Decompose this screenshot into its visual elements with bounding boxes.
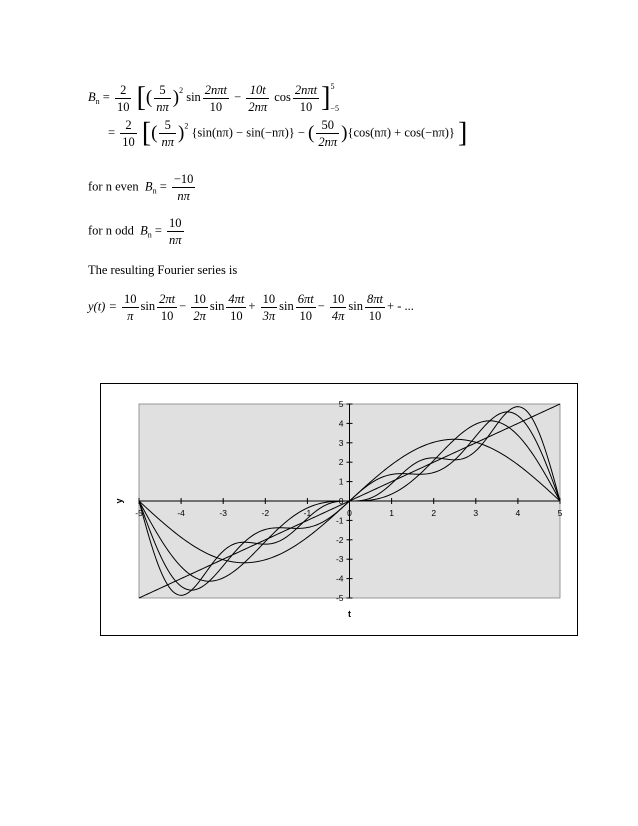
cos-arg-fraction: $\frac{\text{2nπt}}{10}$ [294, 82, 318, 114]
series-term-3: $\frac{10}{3\pi}$ sin $\frac{6\pi t}{10}$ − [262, 292, 325, 323]
x-tick-label: 3 [473, 508, 479, 518]
even-case: for n even $B_n$ = $\frac{-10}{n\pi}$ [88, 172, 194, 203]
x-tick-label: 2 [431, 508, 437, 518]
limits: 5 −5 [330, 82, 340, 113]
even-label: for n even [88, 179, 139, 194]
y-tick-label: 2 [338, 457, 344, 468]
odd-fraction: $\frac{10}{n\pi}$ [169, 216, 182, 247]
y-tick-label: -1 [335, 515, 344, 526]
x-tick-label: 0 [347, 508, 352, 518]
coef-fraction: $\frac{2}{10}$ [116, 82, 130, 114]
series-intro-text: The resulting Fourier series is [88, 263, 238, 277]
odd-label: for n odd [88, 223, 134, 238]
y-tick-label: 0 [338, 496, 344, 506]
x-tick-label: -3 [219, 508, 227, 518]
bn-equation-line2: = $\frac{2}{10}$ [( $\frac{5}{n\pi}$ )$^2$ {sin(nπ) − sin(−nπ)} − ( $\frac{50}{2n\pi}$ ){cos(nπ) + cos(−nπ)} ] [108, 117, 468, 149]
sin-part: {sin(nπ) − sin(−nπ)} − [191, 125, 305, 140]
term2-fraction-2: $\frac{50}{2n\pi}$ [318, 118, 338, 149]
series-term-4: $\frac{10}{4\pi}$ sin $\frac{8\pi t}{10}$ + - ... [331, 292, 414, 323]
fourier-partial-sums-chart [101, 384, 577, 635]
sin-arg-fraction: $\frac{\text{2nπt}}{10}$ [204, 82, 228, 114]
series-term-1: $\frac{10}{\pi}$ sin $\frac{2\pi t}{10}$ − [124, 292, 187, 323]
x-tick-label: 5 [557, 508, 563, 518]
inner-fraction: $\frac{5}{n\pi}$ [156, 82, 169, 114]
x-tick-label: -4 [177, 508, 185, 518]
y-tick-label: -3 [335, 554, 344, 565]
series-lhs: y(t) = [88, 299, 117, 314]
y-tick-label: 4 [338, 418, 344, 429]
chart-frame [100, 383, 578, 636]
fourier-series-equation [88, 292, 414, 323]
x-tick-label: -2 [261, 508, 270, 518]
x-axis-title: t [348, 609, 351, 619]
x-tick-label: -5 [135, 508, 143, 518]
x-tick-label: 1 [389, 508, 394, 518]
bn-subscript: n [95, 96, 100, 106]
bn-equation-line1: $B_n$ = $\frac{2}{10}$ [( $\frac{5}{n\pi}$ )$^2$ sin $\frac{\text{2nπt}}{10}$ − $\frac{10t}{2n\pi}$ cos $\frac{\text{2nπt}}{10}$ ] 5 −5 [88, 76, 339, 120]
bn-symbol: B [88, 89, 96, 104]
y-tick-label: -4 [335, 573, 344, 584]
series-term-2: $\frac{10}{2\pi}$ sin $\frac{4\pi t}{10}$ + [193, 292, 256, 323]
y-tick-label: 1 [338, 476, 344, 487]
term2-fraction: $\frac{10t}{2n\pi}$ [248, 82, 268, 114]
y-tick-label: 5 [338, 399, 344, 409]
y-tick-label: -5 [335, 593, 344, 603]
y-tick-label: -2 [335, 534, 344, 545]
inner-fraction-2: $\frac{5}{n\pi}$ [161, 118, 174, 149]
coef-fraction-2: $\frac{2}{10}$ [122, 118, 135, 149]
even-fraction: $\frac{-10}{n\pi}$ [173, 172, 194, 203]
y-axis-title: y [114, 498, 124, 504]
y-tick-label: 3 [338, 437, 344, 448]
cos-part: {cos(nπ) + cos(−nπ)} [347, 125, 455, 140]
odd-case: for n odd $B_n$ = $\frac{10}{n\pi}$ [88, 216, 182, 247]
x-tick-label: 4 [515, 508, 521, 518]
x-tick-label: -1 [303, 508, 312, 518]
